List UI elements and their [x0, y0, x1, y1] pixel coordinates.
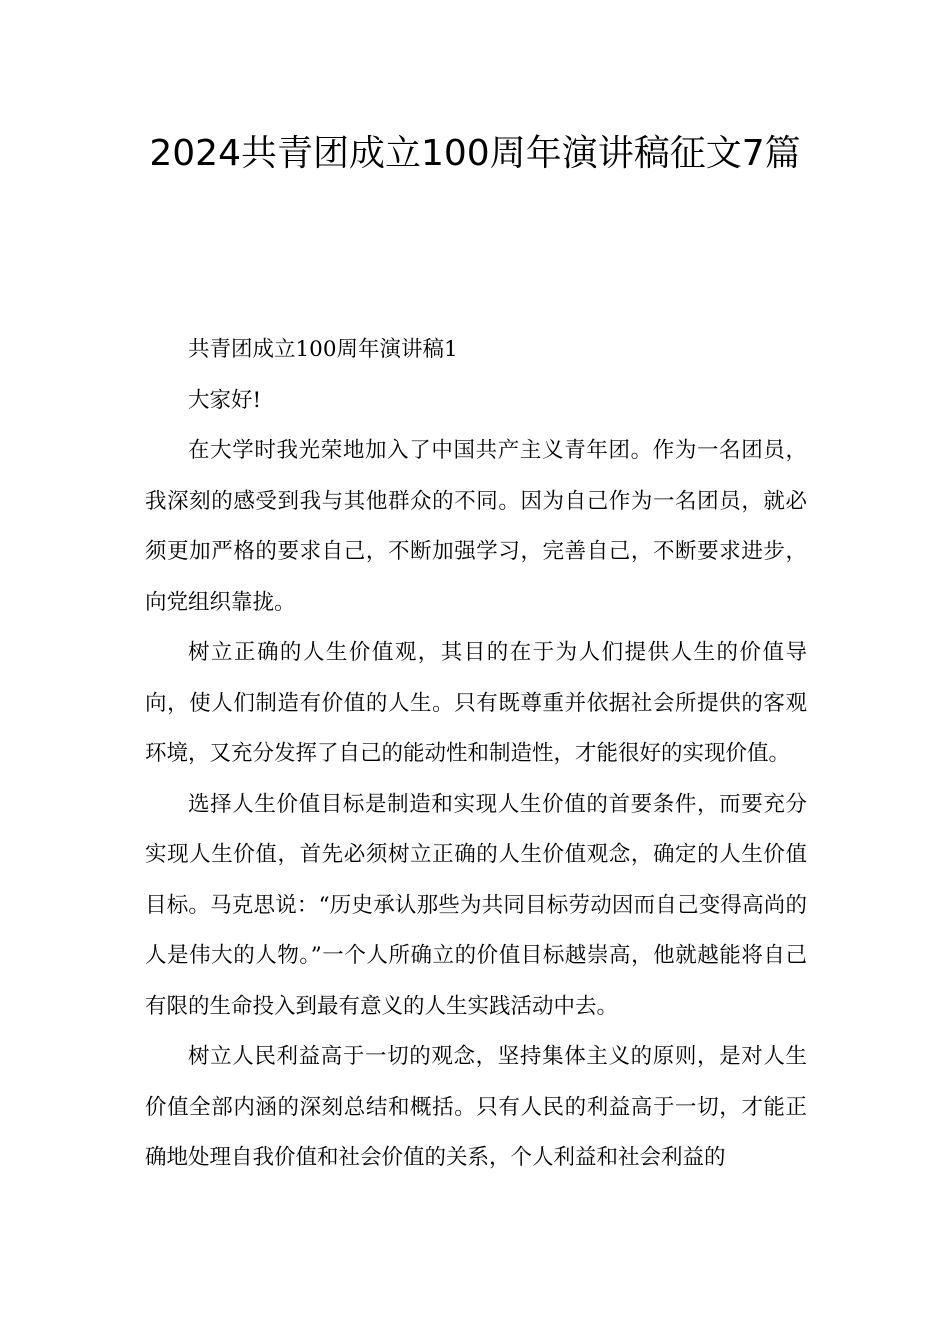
greeting: 大家好!	[188, 387, 262, 413]
document-title: 2024共青团成立100周年演讲稿征文7篇	[149, 133, 801, 174]
paragraph: 选择人生价值目标是制造和实现人生价值的首要条件，而要充分实现人生价值，首先必须树立正确的人生价值观念，确定的人生价值目标。马克思说：“历史承认那些为共同目标劳动因而自己变得高尚的人是伟大的人物。”一个人所确立的价值目标越崇高，他就越能将自己有限的生命投入到最有意义的人生实践活动中去。	[145, 791, 807, 1019]
section-heading: 共青团成立100周年演讲稿1	[188, 337, 458, 362]
paragraph: 树立正确的人生价值观，其目的在于为人们提供人生的价值导向，使人们制造有价值的人生。只有既尊重并依据社会所提供的客观环境，又充分发挥了自己的能动性和制造性，才能很好的实现价值。	[145, 640, 807, 766]
paragraph: 在大学时我光荣地加入了中国共产主义青年团。作为一名团员，我深刻的感受到我与其他群众的不同。因为自己作为一名团员，就必须更加严格的要求自己，不断加强学习，完善自己，不断要求进步，向党组织靠拢。	[145, 438, 807, 615]
document-body	[145, 325, 807, 1184]
paragraph: 树立人民利益高于一切的观念，坚持集体主义的原则，是对人生价值全部内涵的深刻总结和概括。只有人民的利益高于一切，才能正确地处理自我价值和社会价值的关系，个人利益和社会利益的	[145, 1044, 807, 1170]
